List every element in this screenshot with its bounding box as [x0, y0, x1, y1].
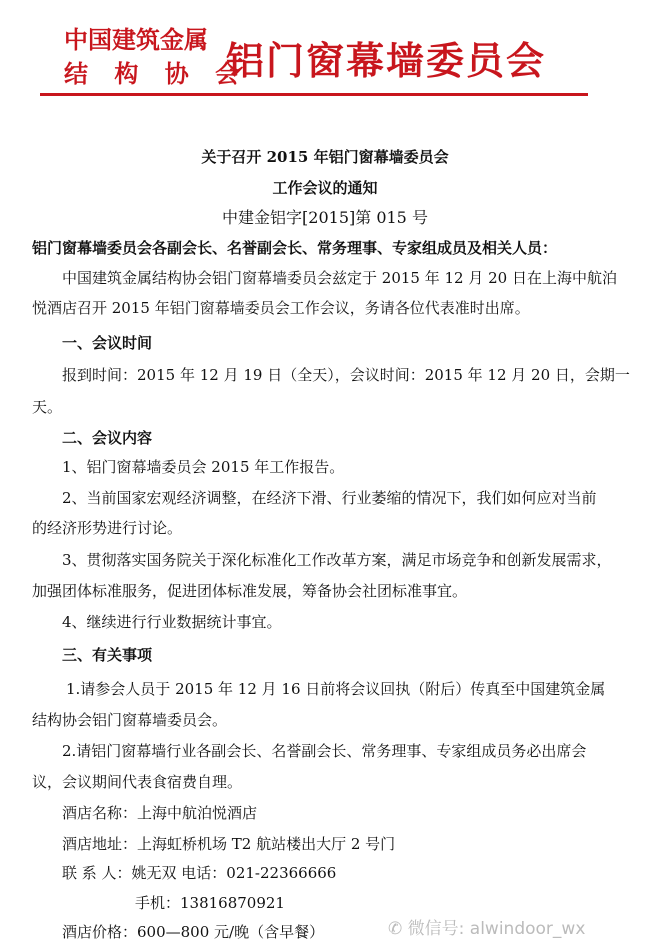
section-heading: 二、会议内容 [62, 429, 153, 447]
doc-title-line2: 工作会议的通知 [272, 179, 378, 197]
section-heading: 三、有关事项 [62, 646, 153, 664]
hotel-address: 酒店地址：上海虹桥机场 T2 航站楼出大厅 2 号门 [62, 835, 396, 853]
intro-line: 中国建筑金属结构协会铝门窗幕墙委员会兹定于 2015 年 12 月 20 日在上海中航泊 [62, 269, 617, 287]
doc-number: 中建金铝字[2015]第 015 号 [222, 208, 428, 227]
wechat-watermark [388, 914, 585, 939]
hotel-name: 酒店名称：上海中航泊悦酒店 [62, 804, 258, 822]
list-item: 1.请参会人员于 2015 年 12 月 16 日前将会议回执（附后）传真至中国建筑金属 [66, 680, 606, 698]
section-heading: 一、会议时间 [62, 334, 153, 352]
hotel-contact: 联 系 人：姚无双 电话：021-22366666 [62, 864, 337, 882]
list-item: 3、贯彻落实国务院关于深化标准化工作改革方案，满足市场竞争和创新发展需求， [62, 551, 612, 569]
list-item-cont: 加强团体标准服务，促进团体标准发展，筹备协会社团标准事宜。 [32, 582, 468, 600]
list-item: 2.请铝门窗幕墙行业各副会长、名誉副会长、常务理事、专家组成员务必出席会 [62, 742, 587, 760]
hotel-price: 酒店价格：600—800 元/晚（含早餐） [62, 923, 325, 941]
paragraph-line: 报到时间：2015 年 12 月 19 日（全天），会议时间：2015 年 12 月 20 日，会期一 [62, 366, 630, 384]
list-item: 1、铝门窗幕墙委员会 2015 年工作报告。 [62, 458, 345, 476]
list-item-cont: 结构协会铝门窗幕墙委员会。 [32, 711, 228, 729]
paragraph-line: 天。 [32, 398, 63, 416]
list-item-cont: 议，会议期间代表食宿费自理。 [32, 773, 243, 791]
org-name-line1: 中国建筑金属 [64, 26, 208, 54]
list-item-cont: 的经济形势进行讨论。 [32, 519, 183, 537]
doc-title-line1: 关于召开 2015 年铝门窗幕墙委员会 [201, 148, 449, 166]
list-item: 4、继续进行行业数据统计事宜。 [62, 613, 282, 631]
committee-name: 铝门窗幕墙委员会 [226, 39, 547, 83]
salutation: 铝门窗幕墙委员会各副会长、名誉副会长、常务理事、专家组成员及相关人员： [32, 239, 558, 257]
org-name-line2: 结 构 协 会 [64, 60, 249, 88]
list-item: 2、当前国家宏观经济调整，在经济下滑、行业萎缩的情况下，我们如何应对当前 [62, 489, 597, 507]
watermark-text: 微信号: alwindoor_wx [407, 919, 586, 939]
intro-line: 悦酒店召开 2015 年铝门窗幕墙委员会工作会议，务请各位代表准时出席。 [32, 299, 530, 317]
header-divider [40, 93, 588, 96]
hotel-mobile: 手机：13816870921 [135, 894, 285, 912]
wechat-icon: ✆ [388, 919, 408, 939]
